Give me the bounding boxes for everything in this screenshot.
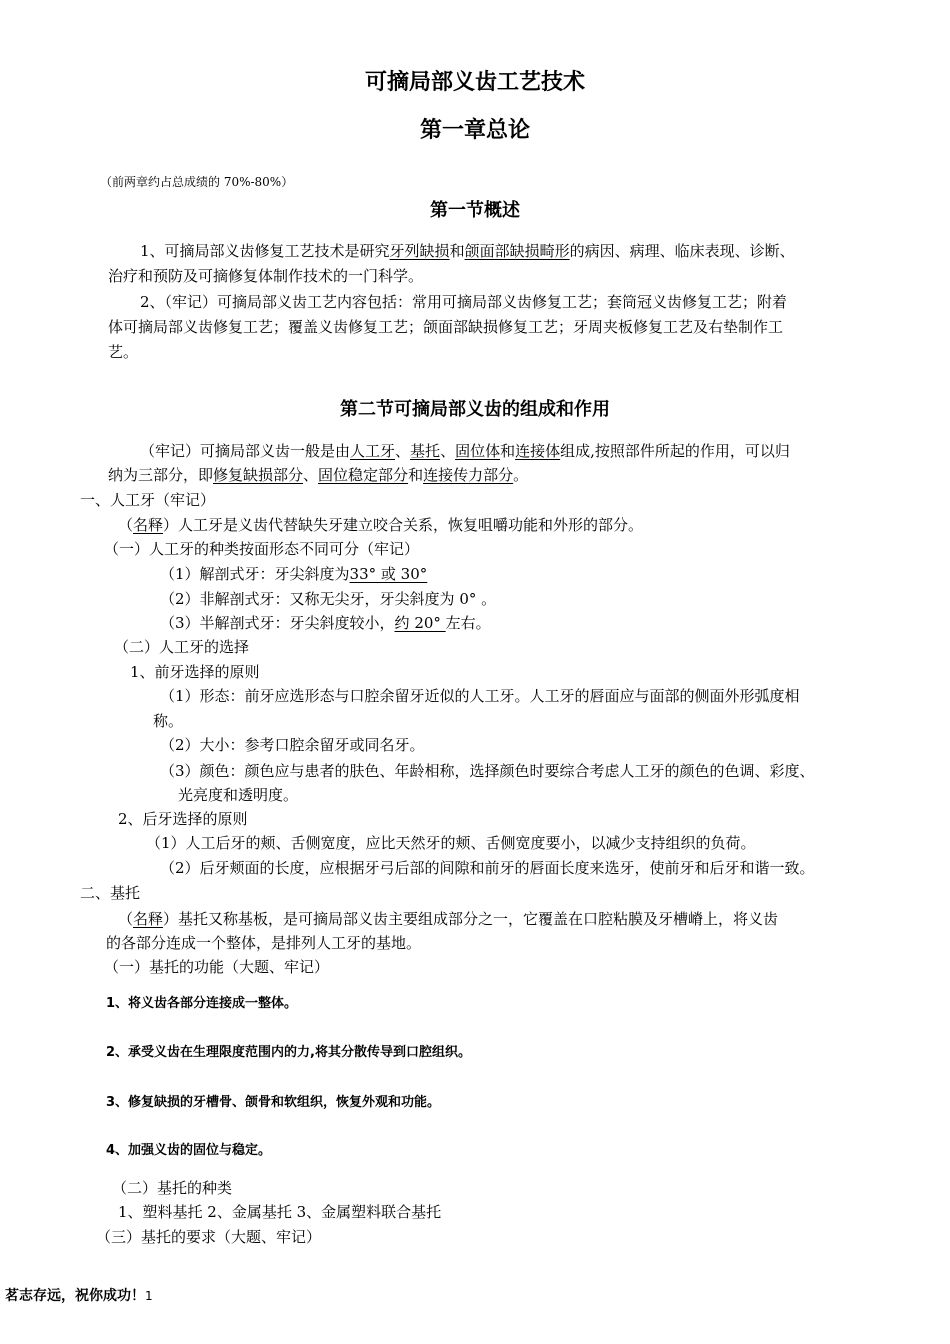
exam-weight-note: （前两章约占总成绩的 70%-80%） [100,175,294,189]
front-teeth-shape-line2: 称。 [153,712,184,730]
document-title: 可摘局部义齿工艺技术 [364,70,585,95]
page-footer [5,1286,153,1306]
teeth-types-heading: （一）人工牙的种类按​​面形态不同可分（牢记） [104,540,420,558]
front-teeth-color-line2: 光亮度和透明度。 [178,786,299,804]
base-function-heading: （一）基托的功能（大题、牢记） [104,958,330,976]
section1-para1-line1: 1、可摘局部义齿修复工艺技术是研究牙列缺损和颌面部缺损畸形的病因、病理、临床表现、诊断、 [140,242,795,260]
section1-heading: 第一节概述 [430,200,520,221]
front-teeth-shape-line1: （1）形态：前牙应选形态与口腔余留牙近似的人工牙。人工牙的唇面应与面部的侧面外形弧度相 [160,687,800,705]
base-function-2: 2、承受义齿在生理限度范围内的力,将其分散传导到口腔组织。 [106,1045,471,1060]
base-kinds-heading: （二）基托的种类 [112,1179,233,1197]
base-definition-line1: （名释）基托又称基板，是可摘局部义齿主要组成部分之一，它覆盖在口腔粘膜及牙槽嵴上，将义齿 [118,910,779,928]
teeth-type-semianatomical: （3）半解剖式牙：牙尖斜度较小，约 20° 左右。 [160,614,491,632]
front-teeth-color-line1: （3）颜色：颜色应与患者的肤色、年龄相称，选择颜色时要综合考虑人工牙的颜色的色调、彩度、 [160,762,815,780]
section2-intro-line2: 纳为三部分，即修复缺损部分、固位稳定部分和连接传力部分。 [108,466,529,484]
artificial-teeth-definition: （名释）人工牙是义齿代替缺失牙建立咬合关系，恢复咀嚼功能和外形的部分。 [118,516,644,534]
base-kinds-list: 1、塑料基托 2、金属基托 3、金属塑料联合基托 [118,1203,442,1221]
section2-intro-line1: （牢记）可摘局部义齿一般是由人工牙、基托、固位体和连接体组成,按照部件所起的作用，可以归 [140,442,790,460]
page-number: 1 [145,1289,153,1303]
front-teeth-principles-heading: 1、前牙选择的原则 [130,663,260,681]
base-function-3: 3、修复缺损的牙槽骨、颌骨和软组织，恢复外观和功能。 [106,1095,441,1110]
back-teeth-width: （1）人工后牙的颊、舌侧宽度，应比天然牙的颊、舌侧宽度要小，以减少支持组织的负荷。 [146,834,756,852]
base-function-4: 4、加强义齿的固位与稳定。 [106,1143,272,1158]
front-teeth-size: （2）大小：参考口腔余留牙或同名牙。 [160,736,425,754]
back-teeth-length: （2）后牙颊面的长度，应根据牙弓后部的间隙和前牙的唇面长度来选牙，使前牙和后牙和谐一致。 [160,859,815,877]
base-definition-line2: 的各部分连成一个整体，是排列人工牙的基地。 [106,934,422,952]
section1-para2-line3: 艺。 [108,343,139,361]
section2-heading: 第二节可摘局部义齿的组成和作用 [340,399,610,420]
section1-para2-line1: 2、（牢记）可摘局部义齿工艺内容包括：常用可摘局部义齿修复工艺；套筒冠义齿修复工艺；附着 [140,293,788,311]
base-requirements-heading: （三）基托的要求（大题、牢记） [96,1228,322,1246]
artificial-teeth-heading: 一、人工牙（牢记） [80,491,216,509]
base-heading: 二、基托 [80,884,141,902]
section1-para2-line2: 体可摘局部义齿修复工艺；覆盖义齿修复工艺；颌面部缺损修复工艺；牙周夹板修复工艺及右垫制作工 [108,318,784,336]
teeth-selection-heading: （二）人工牙的选择 [114,638,250,656]
section1-para1-line2: 治疗和预防及可摘修复体制作技术的一门科学。 [108,267,424,285]
back-teeth-principles-heading: 2、后牙选择的原则 [118,810,248,828]
base-function-1: 1、将义齿各部分连接成一整体。 [106,996,298,1011]
chapter-title: 第一章总论 [419,118,530,143]
teeth-type-nonanatomical: （2）非解剖式牙：又称无尖牙，牙尖斜度为 0° 。 [160,590,497,608]
footer-motto: 茗志存远，祝你成功！ [5,1288,145,1304]
teeth-type-anatomical: （1）解剖式牙：牙尖斜度为33° 或 30° [160,565,428,583]
